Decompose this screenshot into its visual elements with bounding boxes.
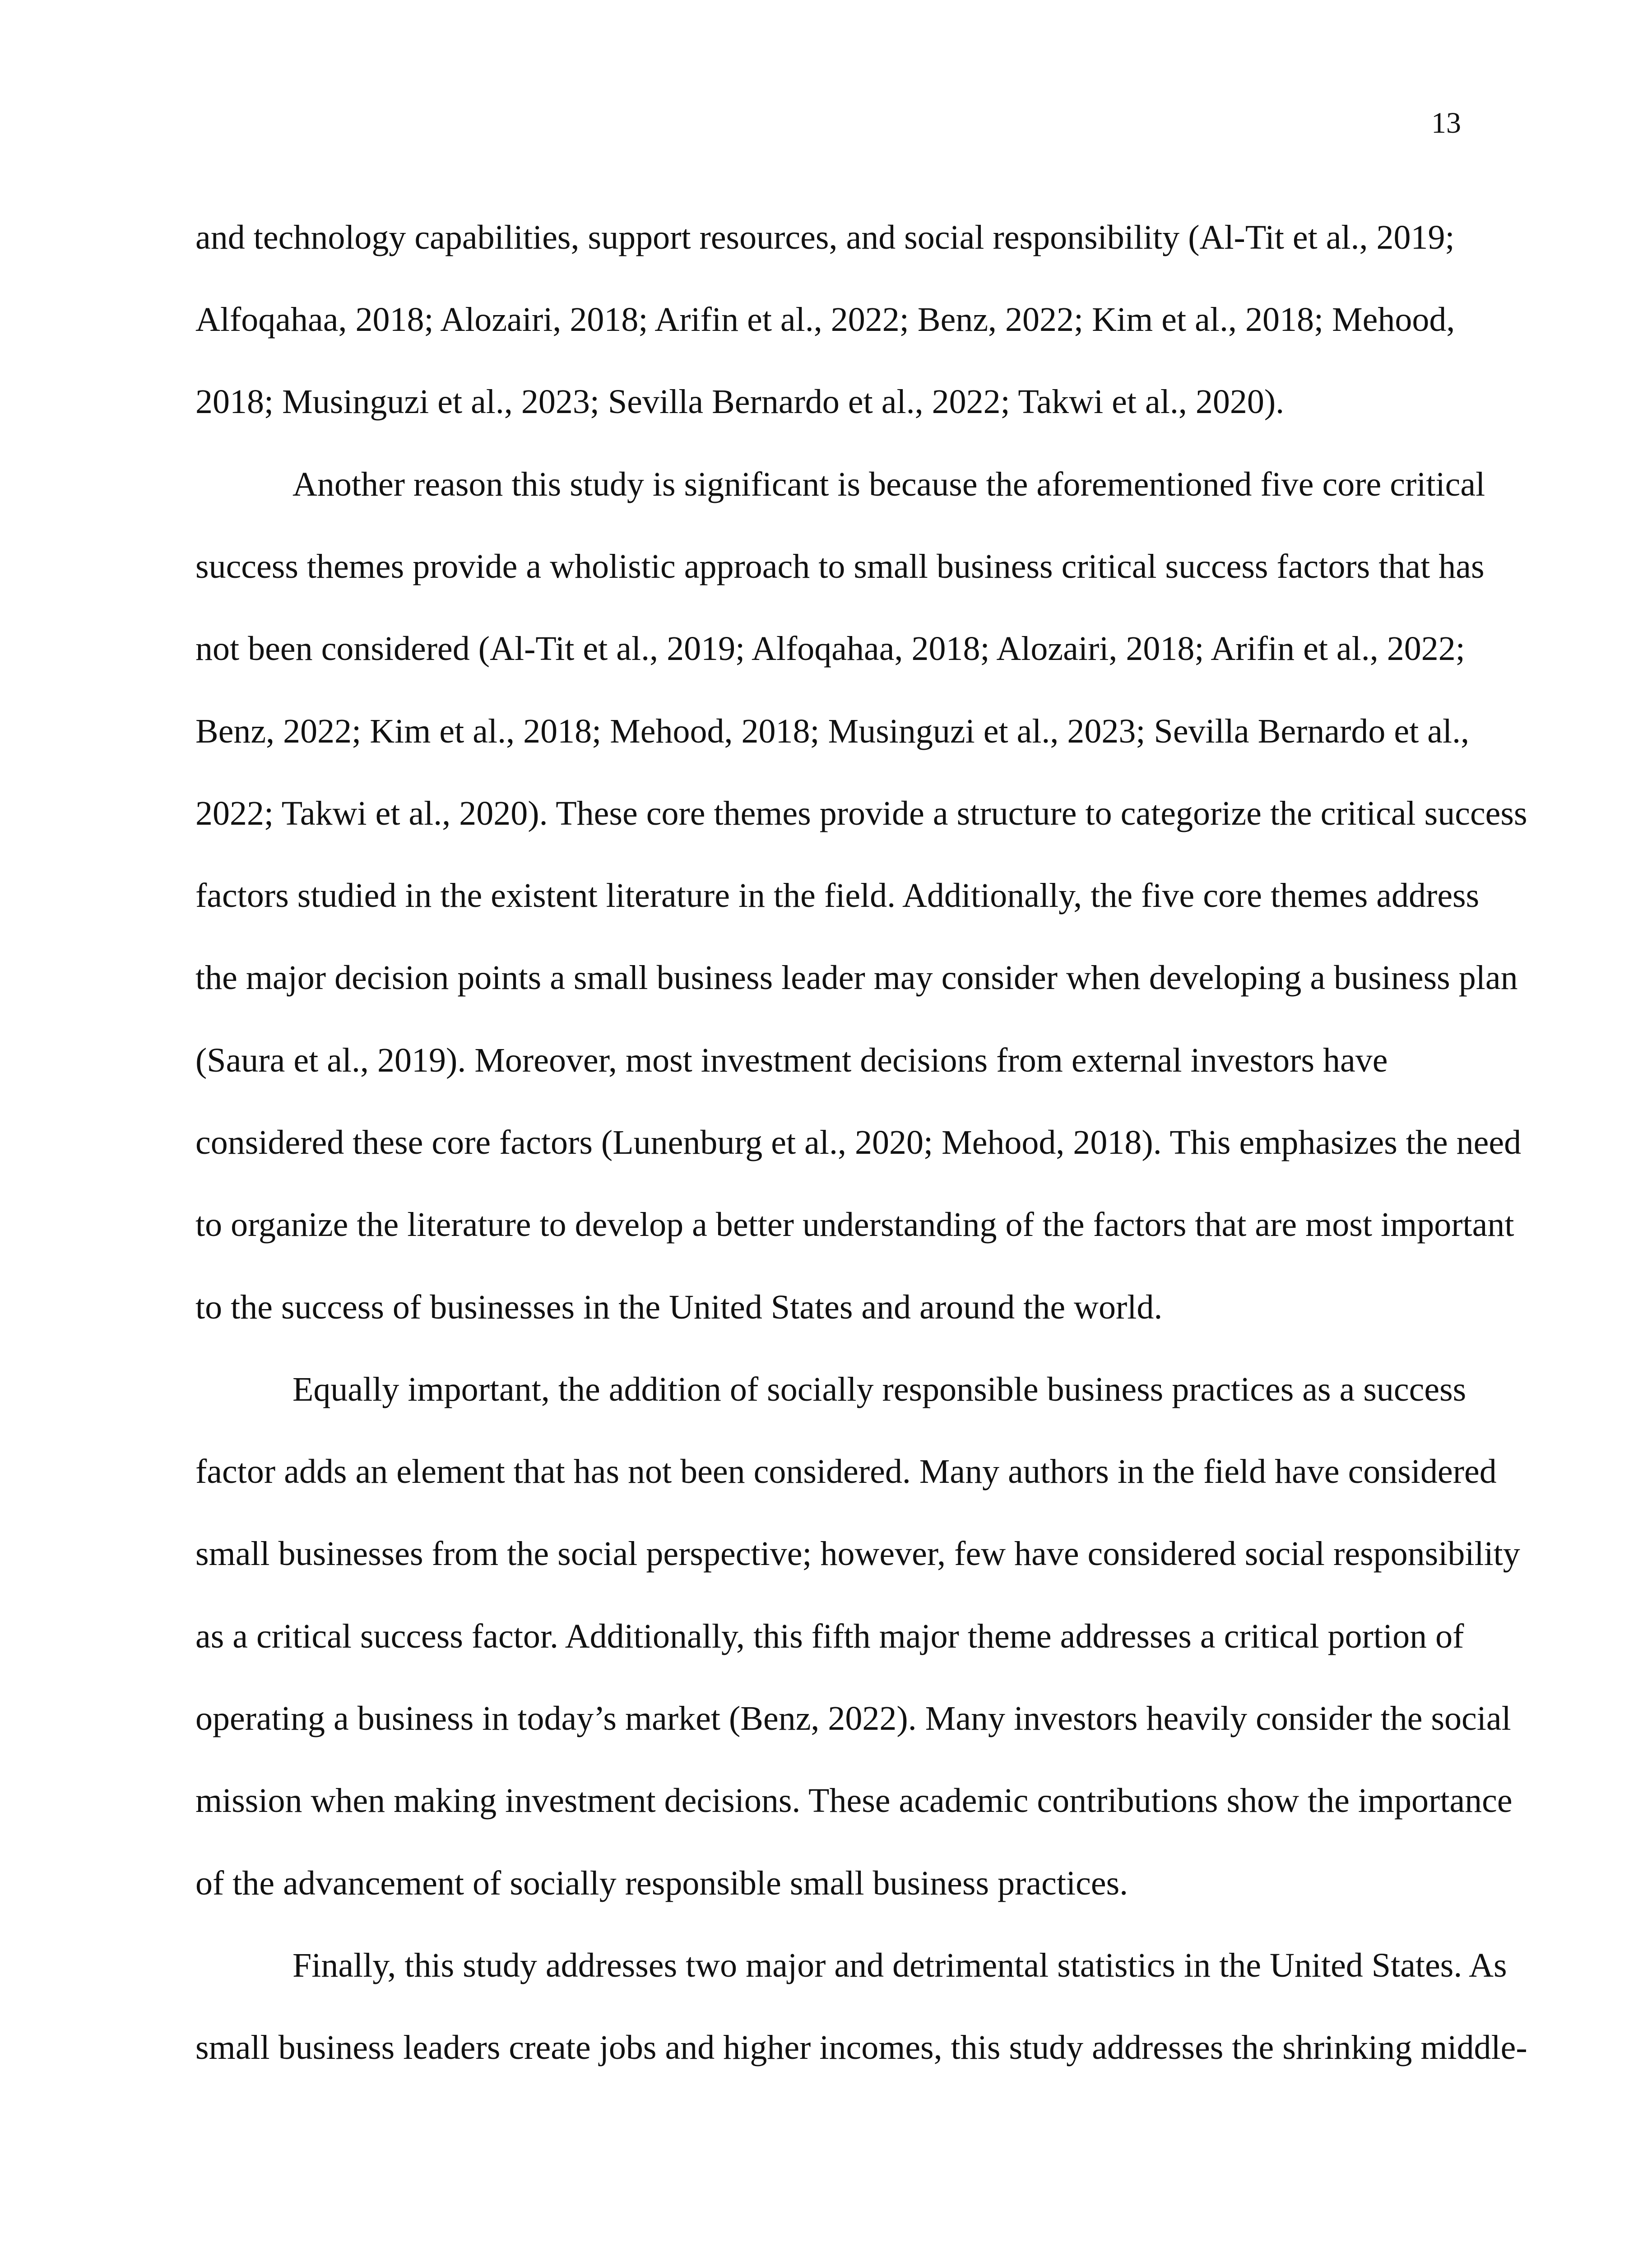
text-line-11: (Saura et al., 2019). Moreover, most investment decisions from external investors have — [195, 1041, 1388, 1079]
text-line-6: not been considered (Al-Tit et al., 2019; Alfoqahaa, 2018; Alozairi, 2018; Arifin et al., 2022; — [195, 630, 1465, 668]
paragraph-start-line: Another reason this study is significant is because the aforementioned five core critical — [292, 465, 1485, 503]
text-line-12: considered these core factors (Lunenburg et al., 2020; Mehood, 2018). This emphasizes the need — [195, 1124, 1522, 1161]
text-line-1: and technology capabilities, support resources, and social responsibility (Al-Tit et al., 2019; — [195, 218, 1455, 256]
text-line-7: Benz, 2022; Kim et al., 2018; Mehood, 2018; Musinguzi et al., 2023; Sevilla Bernardo et al., — [195, 712, 1470, 750]
text-line-19: operating a business in today’s market (Benz, 2022). Many investors heavily consider the social — [195, 1700, 1511, 1737]
text-line-2: Alfoqahaa, 2018; Alozairi, 2018; Arifin et al., 2022; Benz, 2022; Kim et al., 2018; Mehood, — [195, 301, 1455, 339]
text-line-10: the major decision points a small business leader may consider when developing a business plan — [195, 959, 1518, 997]
text-line-8: 2022; Takwi et al., 2020). These core themes provide a structure to categorize the critical success — [195, 794, 1527, 832]
paragraph-start-line: Equally important, the addition of socially responsible business practices as a success — [292, 1370, 1466, 1408]
page-number: 13 — [1431, 107, 1461, 139]
text-line-23: small business leaders create jobs and higher incomes, this study addresses the shrinking middle- — [195, 2029, 1527, 2067]
text-line-9: factors studied in the existent literature in the field. Additionally, the five core themes address — [195, 877, 1480, 915]
text-line-17: small businesses from the social perspective; however, few have considered social responsibility — [195, 1535, 1520, 1573]
text-line-20: mission when making investment decisions. These academic contributions show the importance — [195, 1782, 1513, 1820]
paragraph-start-line: Finally, this study addresses two major and detrimental statistics in the United States. As — [292, 1946, 1507, 1984]
text-line-16: factor adds an element that has not been considered. Many authors in the field have considered — [195, 1453, 1497, 1491]
text-line-3: 2018; Musinguzi et al., 2023; Sevilla Bernardo et al., 2022; Takwi et al., 2020). — [195, 383, 1285, 421]
text-line-14: to the success of businesses in the United States and around the world. — [195, 1288, 1163, 1326]
text-line-18: as a critical success factor. Additionally, this fifth major theme addresses a critical portion of — [195, 1617, 1464, 1655]
text-line-21: of the advancement of socially responsible small business practices. — [195, 1864, 1128, 1902]
text-line-5: success themes provide a wholistic approach to small business critical success factors that has — [195, 548, 1485, 585]
text-line-13: to organize the literature to develop a better understanding of the factors that are most important — [195, 1206, 1514, 1244]
